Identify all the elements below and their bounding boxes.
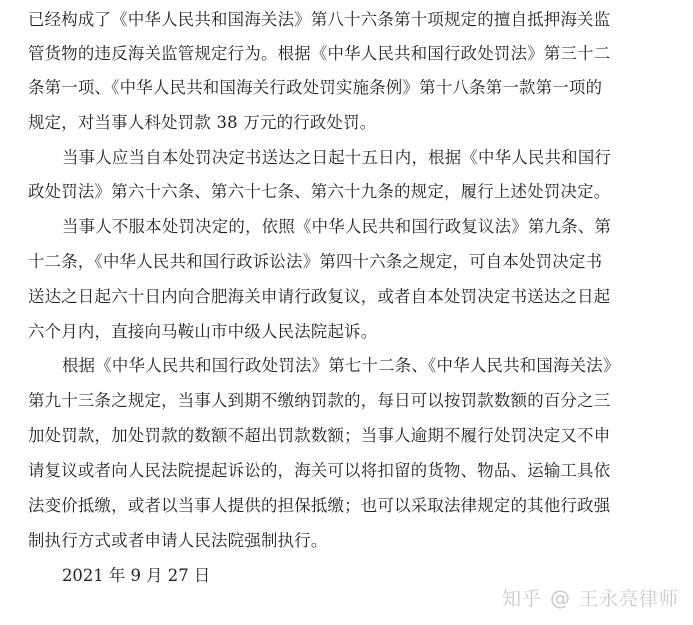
text-line-10: 六个月内，直接向马鞍山市中级人民法院起诉。 (28, 322, 378, 341)
text-line-2: 管货物的违反海关监管规定行为。根据《中华人民共和国行政处罚法》第三十二 (28, 44, 611, 63)
text-line-1: 已经构成了《中华人民共和国海关法》第八十六条第十项规定的擅自抵押海关监 (28, 10, 611, 29)
text-line-11: 根据《中华人民共和国行政处罚法》第七十二条、《中华人民共和国海关法》 (62, 356, 620, 375)
text-line-14: 请复议或者向人民法院提起诉讼的，海关可以将扣留的货物、物品、运输工具依 (28, 461, 611, 480)
text-line-3: 条第一项、《中华人民共和国海关行政处罚实施条例》第十八条第一款第一项的 (28, 78, 603, 97)
text-line-4: 规定，对当事人科处罚款 38 万元的行政处罚。 (28, 113, 377, 132)
text-line-15: 法变价抵缴，或者以当事人提供的担保抵缴；也可以采取法律规定的其他行政强 (28, 496, 611, 515)
document-date: 2021 年 9 月 27 日 (62, 566, 211, 585)
text-line-5: 当事人应当自本处罚决定书送达之日起十五日内，根据《中华人民共和国行 (62, 148, 612, 167)
zhihu-watermark (502, 584, 679, 611)
text-line-6: 政处罚法》第六十六条、第六十七条、第六十九条的规定，履行上述处罚决定。 (28, 182, 611, 201)
text-line-12: 第九十三条之规定，当事人到期不缴纳罚款的，每日可以按罚款数额的百分之三 (28, 391, 611, 410)
text-line-7: 当事人不服本处罚决定的，依照《中华人民共和国行政复议法》第九条、第 (62, 217, 612, 236)
text-line-9: 送达之日起六十日内向合肥海关申请行政复议，或者自本处罚决定书送达之日起 (28, 287, 611, 306)
text-line-16: 制执行方式或者申请人民法院强制执行。 (28, 531, 328, 550)
watermark-at: @ (549, 585, 571, 610)
watermark-author: 王永亮律师 (578, 588, 679, 610)
text-line-8: 十二条，《中华人民共和国行政诉讼法》第四十六条之规定，可自本处罚决定书 (28, 252, 603, 271)
text-line-13: 加处罚款，加处罚款的数额不超出罚款数额；当事人逾期不履行处罚决定又不申 (28, 426, 611, 445)
watermark-brand: 知乎 (501, 588, 542, 610)
